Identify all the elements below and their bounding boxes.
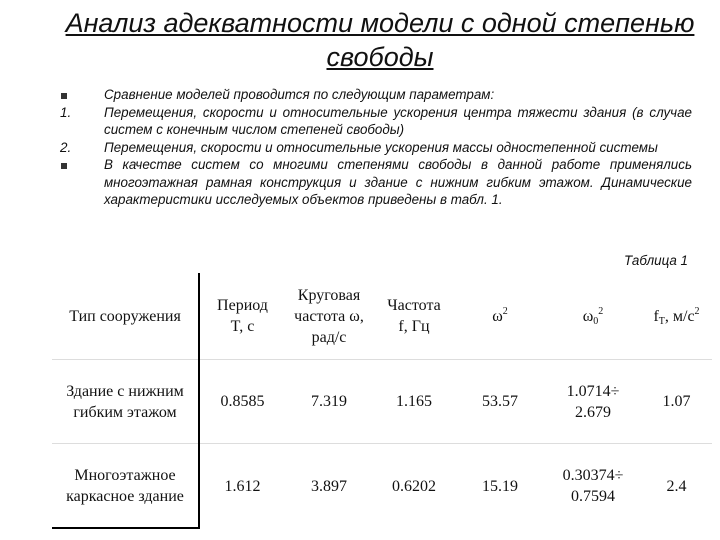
cell-circular-frequency: 7.319 bbox=[285, 360, 373, 444]
list-item-text: Сравнение моделей проводится по следующим параметрам: bbox=[104, 87, 495, 102]
table-header-row bbox=[52, 273, 712, 360]
cell-omega0-squared: 0.30374÷ 0.7594 bbox=[545, 444, 641, 529]
header-omega0-squared: $\omega_0^2$ bbox=[582, 305, 604, 327]
row-name: Здание с нижним гибким этажом bbox=[52, 360, 199, 444]
cell-period: 1.612 bbox=[199, 444, 285, 529]
list-item bbox=[60, 139, 692, 157]
header-circular-frequency: Круговая частота ω, рад/с bbox=[294, 286, 364, 346]
table-caption: Таблица 1 bbox=[624, 253, 688, 268]
title-line-2: свободы bbox=[326, 42, 434, 72]
list-item-text: Перемещения, скорости и относительные ускорения центра тяжести здания (в случае систем с конечным числом степеней свободы) bbox=[104, 104, 692, 137]
row-name: Многоэтажное каркасное здание bbox=[52, 444, 199, 529]
header-ft: $f_T$, $м/с^2$ bbox=[653, 305, 700, 327]
bullet-list bbox=[60, 86, 692, 209]
cell-omega-squared: 15.19 bbox=[455, 444, 545, 529]
table-row bbox=[52, 444, 712, 529]
cell-ft: 1.07 bbox=[641, 360, 712, 444]
cell-ft: 2.4 bbox=[641, 444, 712, 529]
list-item-text: Перемещения, скорости и относительные ускорения массы одностепенной системы bbox=[104, 139, 658, 155]
data-table bbox=[52, 273, 712, 529]
cell-period: 0.8585 bbox=[199, 360, 285, 444]
header-type: Тип сооружения bbox=[52, 273, 199, 360]
list-number: 2. bbox=[60, 139, 72, 155]
cell-circular-frequency: 3.897 bbox=[285, 444, 373, 529]
list-item-text: В качестве систем со многими степенями свободы в данной работе применялись многоэтажная рамная конструкция и здание с нижним гибким этажом. Динамические характеристики исследуемых объектов приведены в табл. 1. bbox=[104, 157, 692, 207]
header-frequency: Частота f, Гц bbox=[387, 297, 441, 335]
cell-frequency: 0.6202 bbox=[373, 444, 455, 529]
title-line-1: Анализ адекватности модели с одной степенью bbox=[65, 8, 695, 38]
list-item bbox=[60, 104, 692, 139]
cell-omega0-squared: 1.0714÷ 2.679 bbox=[545, 360, 641, 444]
cell-omega-squared: 53.57 bbox=[455, 360, 545, 444]
list-number: 1. bbox=[60, 104, 72, 120]
list-item bbox=[60, 86, 692, 104]
header-period: Период T, c bbox=[217, 297, 268, 335]
cell-frequency: 1.165 bbox=[373, 360, 455, 444]
bullet-square-icon bbox=[60, 156, 90, 174]
list-item bbox=[60, 156, 692, 209]
page-title bbox=[40, 6, 720, 74]
table-row bbox=[52, 360, 712, 444]
header-omega-squared: $\omega^2$ bbox=[492, 305, 508, 325]
bullet-square-icon bbox=[60, 86, 90, 104]
